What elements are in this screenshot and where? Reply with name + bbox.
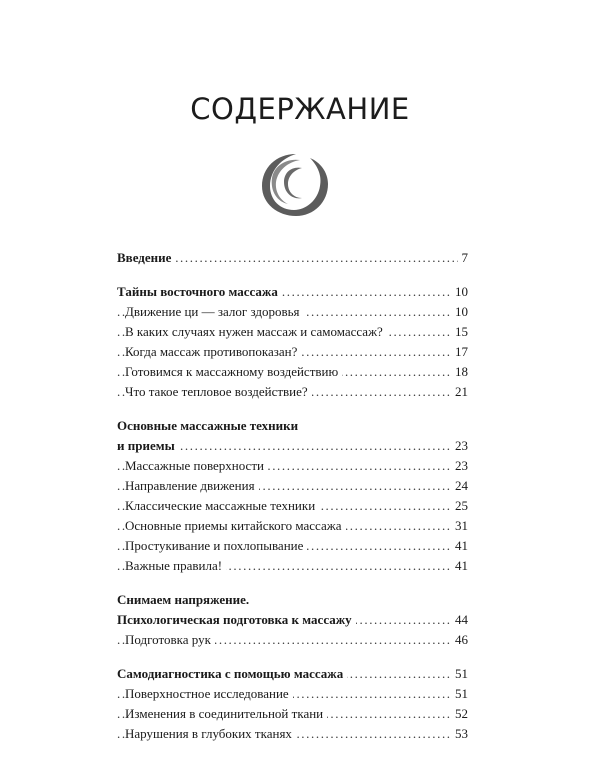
toc-page-number: 23 [451,436,468,456]
toc-page-number: 24 [451,476,468,496]
toc-section-2-label-line1[interactable]: Основные массажные техники [117,418,299,433]
toc-item-label: Поверхностное исследование [125,686,293,701]
toc-item[interactable] [117,630,468,650]
toc-section-3[interactable] [117,610,468,630]
toc-section-4[interactable] [117,664,468,684]
toc-section-3-label-line1[interactable]: Снимаем напряжение. [117,592,250,607]
toc-item[interactable] [117,684,468,704]
toc-item[interactable] [117,382,468,402]
toc-entry-intro[interactable] [117,248,468,268]
toc-page-number: 46 [451,630,468,650]
toc-item[interactable] [117,302,468,322]
toc-page-number: 10 [451,282,468,302]
toc-page-number: 23 [451,456,468,476]
toc-item[interactable] [117,496,468,516]
toc-section-2[interactable] [117,436,468,456]
toc-item[interactable] [117,516,468,536]
toc-item[interactable] [117,724,468,744]
toc-page-number: 51 [451,664,468,684]
toc-item-label: Направление движения [125,478,259,493]
toc-item[interactable] [117,362,468,382]
toc-item-label: Важные правила! [125,558,226,573]
toc-item-label: Когда массаж противопоказан? [125,344,301,359]
toc-section-label: и приемы [117,438,179,453]
toc-section-label: Самодиагностика с помощью массажа [117,666,347,681]
toc-page-number: 31 [451,516,468,536]
toc-item[interactable] [117,556,468,576]
toc-page-number: 7 [458,248,469,268]
toc-item[interactable] [117,456,468,476]
toc-item[interactable] [117,704,468,724]
toc-item-label: Движение ци — залог здоровья [125,304,304,319]
toc-page-number: 41 [451,536,468,556]
toc-page-number: 21 [451,382,468,402]
toc-page-number: 52 [451,704,468,724]
toc-section-label: Психологическая подготовка к массажу [117,612,356,627]
toc-item-label: Что такое тепловое воздействие? [125,384,312,399]
table-of-contents [117,248,468,758]
toc-item-label: Простукивание и похлопывание [125,538,307,553]
toc-section-label: Тайны восточного массажа [117,284,282,299]
spiral-swirl-icon [258,148,334,220]
toc-page-number: 10 [451,302,468,322]
toc-page-number: 53 [451,724,468,744]
toc-page-number: 15 [451,322,468,342]
toc-item-label: Нарушения в глубоких тканях [125,726,296,741]
toc-item[interactable] [117,536,468,556]
toc-item[interactable] [117,342,468,362]
page-title: СОДЕРЖАНИЕ [190,92,410,126]
toc-page-number: 25 [451,496,468,516]
toc-entry-label: Введение [117,250,175,265]
toc-item-label: Подготовка рук [125,632,215,647]
toc-item-label: Массажные поверхности [125,458,268,473]
toc-section-1[interactable] [117,282,468,302]
toc-page-number: 51 [451,684,468,704]
toc-item[interactable] [117,322,468,342]
toc-item[interactable] [117,476,468,496]
toc-page-number: 18 [451,362,468,382]
toc-item-label: Основные приемы китайского массажа [125,518,346,533]
toc-page-number: 44 [451,610,468,630]
toc-page-number: 17 [451,342,468,362]
toc-item-label: Классические массажные техники [125,498,319,513]
toc-item-label: Готовимся к массажному воздействию [125,364,342,379]
toc-page-number: 41 [451,556,468,576]
toc-item-label: В каких случаях нужен массаж и самомассаж? [125,324,387,339]
toc-item-label: Изменения в соединительной ткани [125,706,327,721]
